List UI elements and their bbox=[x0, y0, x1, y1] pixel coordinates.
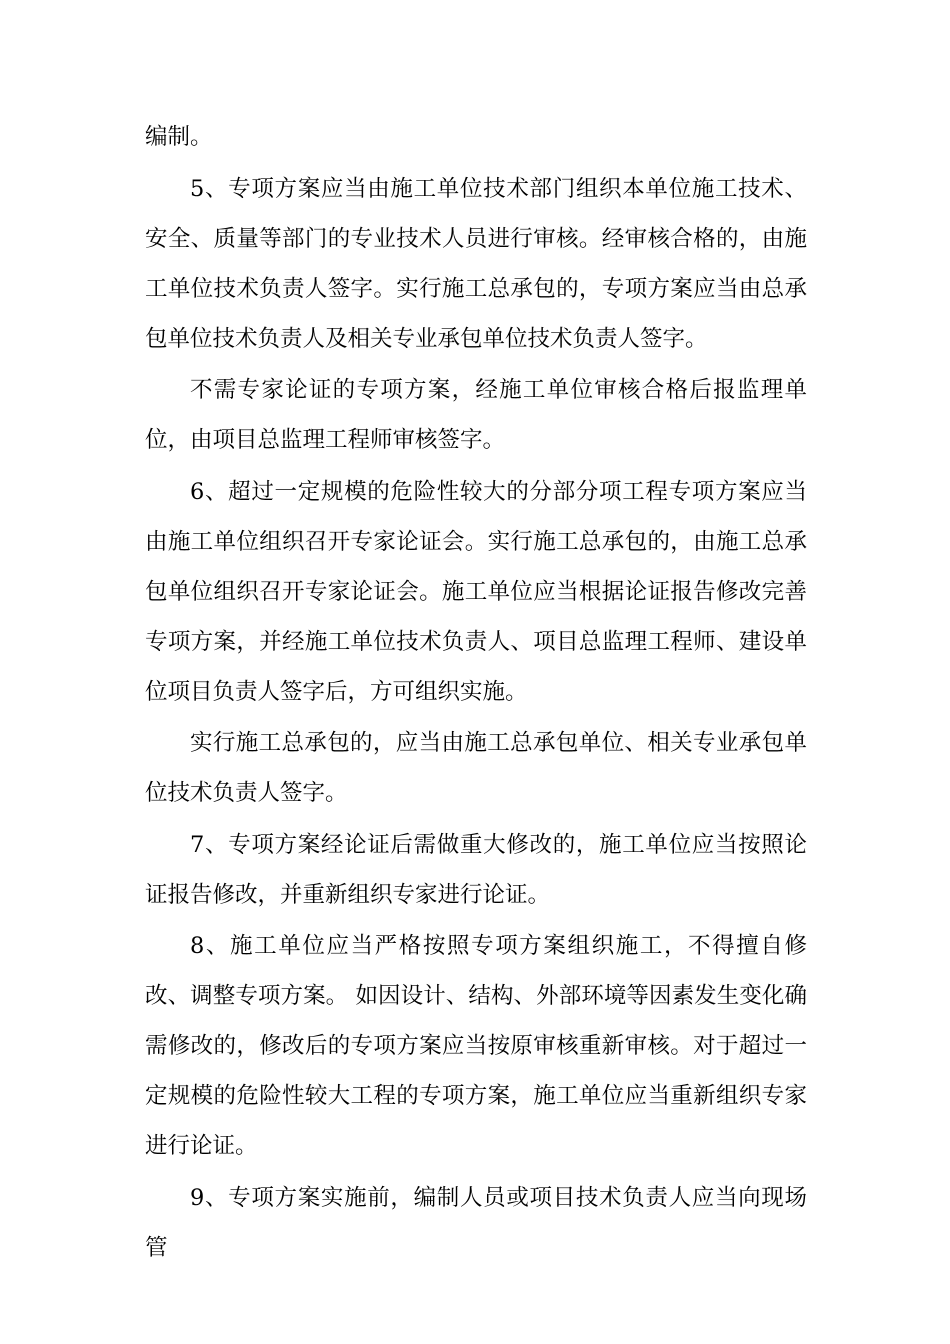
paragraph-3: 6、超过一定规模的危险性较大的分部分项工程专项方案应当由施工单位组织召开专家论证会。实行施工总承包的，由施工总承包单位组织召开专家论证会。施工单位应当根据论证报告修改完善专项方案，并经施工单位技术负责人、项目总监理工程师、建设单位项目负责人签字后，方可组织实施。 bbox=[145, 478, 807, 705]
paragraph-6: 8、施工单位应当严格按照专项方案组织施工，不得擅自修改、调整专项方案。 如因设计、结构、外部环境等因素发生变化确需修改的，修改后的专项方案应当按原审核重新审核。对于超过一定规模的危险性较大工程的专项方案，施工单位应当重新组织专家进行论证。 bbox=[145, 933, 807, 1159]
paragraph-2: 不需专家论证的专项方案，经施工单位审核合格后报监理单位，由项目总监理工程师审核签字。 bbox=[145, 377, 807, 453]
document-body bbox=[145, 112, 807, 1274]
paragraph-5: 7、专项方案经论证后需做重大修改的，施工单位应当按照论证报告修改，并重新组织专家进行论证。 bbox=[145, 831, 807, 908]
paragraph-1: 5、专项方案应当由施工单位技术部门组织本单位施工技术、安全、质量等部门的专业技术人员进行审核。经审核合格的，由施工单位技术负责人签字。实行施工总承包的，专项方案应当由总承包单位技术负责人及相关专业承包单位技术负责人签字。 bbox=[145, 175, 807, 352]
paragraph-0: 编制。 bbox=[145, 124, 213, 150]
paragraph-4: 实行施工总承包的，应当由施工总承包单位、相关专业承包单位技术负责人签字。 bbox=[145, 730, 807, 806]
paragraph-7: 9、专项方案实施前，编制人员或项目技术负责人应当向现场管 bbox=[145, 1184, 807, 1261]
